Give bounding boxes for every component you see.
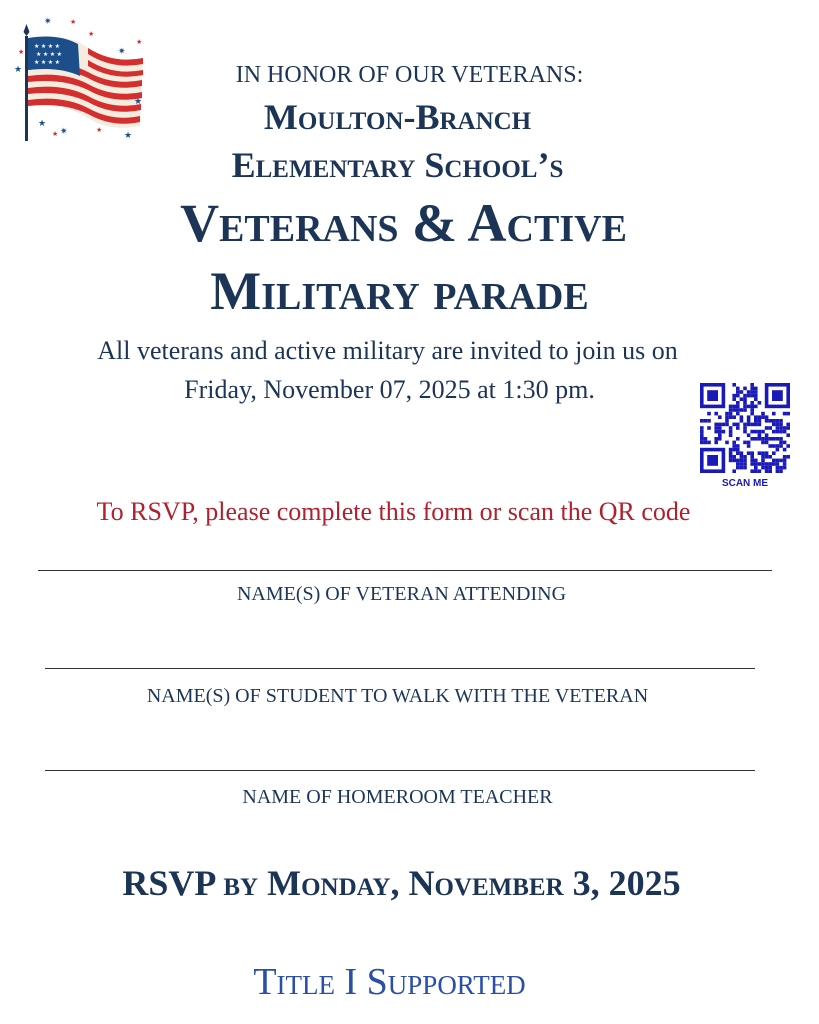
svg-text:★: ★	[136, 38, 143, 46]
qr-module	[732, 455, 736, 459]
qr-module	[736, 401, 740, 405]
qr-module	[729, 430, 733, 434]
svg-text:★: ★	[134, 96, 143, 106]
qr-module	[783, 459, 787, 463]
qr-module	[783, 426, 787, 430]
qr-module	[772, 451, 776, 455]
qr-module	[707, 426, 711, 430]
qr-module	[768, 437, 772, 441]
qr-module	[743, 397, 747, 401]
qr-module	[700, 430, 704, 434]
qr-module	[732, 408, 736, 412]
qr-module	[750, 459, 754, 463]
qr-module	[765, 415, 769, 419]
qr-module	[736, 459, 740, 463]
qr-module	[729, 451, 733, 455]
qr-module	[707, 441, 711, 445]
qr-module	[772, 412, 776, 416]
school-name-line2: Elementary School’s	[231, 145, 564, 185]
qr-module	[747, 451, 751, 455]
qr-module	[732, 405, 736, 409]
qr-module	[736, 423, 740, 427]
qr-module	[761, 455, 765, 459]
qr-module	[772, 423, 776, 427]
qr-module	[786, 426, 790, 430]
qr-module	[743, 423, 747, 427]
qr-module	[768, 469, 772, 473]
qr-module	[747, 433, 751, 437]
school-name-line1: Moulton-Branch	[263, 97, 532, 137]
qr-module	[786, 433, 790, 437]
qr-module	[761, 462, 765, 466]
qr-module	[754, 419, 758, 423]
qr-module	[740, 455, 744, 459]
qr-module	[725, 412, 729, 416]
qr-module	[772, 462, 776, 466]
qr-module	[779, 430, 783, 434]
qr-module	[754, 430, 758, 434]
qr-module	[758, 451, 762, 455]
qr-module	[736, 426, 740, 430]
qr-module	[718, 433, 722, 437]
qr-module	[765, 462, 769, 466]
qr-module	[704, 437, 708, 441]
qr-module	[743, 455, 747, 459]
qr-module	[761, 459, 765, 463]
qr-module	[740, 408, 744, 412]
qr-module	[740, 466, 744, 470]
qr-finder	[707, 455, 718, 466]
qr-module	[776, 419, 780, 423]
qr-module	[765, 426, 769, 430]
qr-module	[714, 441, 718, 445]
qr-caption: SCAN ME	[721, 478, 769, 489]
qr-module	[776, 462, 780, 466]
qr-module	[740, 459, 744, 463]
qr-module	[700, 426, 704, 430]
qr-module	[743, 394, 747, 398]
qr-module	[758, 462, 762, 466]
qr-finder	[707, 390, 718, 401]
qr-module	[758, 430, 762, 434]
qr-module	[700, 441, 704, 445]
teacher-name-line[interactable]	[45, 770, 755, 771]
qr-module	[768, 444, 772, 448]
qr-module	[743, 441, 747, 445]
qr-module	[729, 459, 733, 463]
qr-module	[750, 437, 754, 441]
qr-module	[750, 430, 754, 434]
qr-module	[732, 383, 736, 387]
qr-module	[743, 426, 747, 430]
qr-module	[732, 459, 736, 463]
qr-module	[783, 462, 787, 466]
qr-module	[729, 433, 733, 437]
invitation-date: Friday, November 07, 2025 at 1:30 pm.	[184, 375, 595, 404]
qr-module	[743, 408, 747, 412]
qr-module	[786, 423, 790, 427]
qr-module	[776, 444, 780, 448]
qr-module	[725, 419, 729, 423]
qr-module	[776, 448, 780, 452]
qr-module	[754, 387, 758, 391]
qr-module	[740, 462, 744, 466]
qr-module	[732, 423, 736, 427]
qr-module	[743, 401, 747, 405]
qr-module	[786, 412, 790, 416]
qr-module	[761, 415, 765, 419]
qr-module	[750, 383, 754, 387]
qr-module	[786, 444, 790, 448]
qr-module	[714, 430, 718, 434]
qr-module	[776, 459, 780, 463]
svg-text:✷: ✷	[60, 126, 68, 136]
qr-module	[750, 412, 754, 416]
qr-module	[736, 462, 740, 466]
qr-module	[761, 451, 765, 455]
qr-module	[779, 469, 783, 473]
qr-module	[736, 387, 740, 391]
qr-module	[754, 394, 758, 398]
qr-module	[729, 426, 733, 430]
qr-module	[700, 433, 704, 437]
qr-module	[725, 415, 729, 419]
qr-module	[732, 448, 736, 452]
qr-module	[754, 437, 758, 441]
qr-module	[750, 390, 754, 394]
qr-module	[736, 448, 740, 452]
qr-module	[747, 423, 751, 427]
qr-module	[718, 426, 722, 430]
event-title-line2: Military parade	[210, 261, 589, 321]
qr-module	[761, 466, 765, 470]
qr-module	[783, 412, 787, 416]
qr-module	[743, 430, 747, 434]
student-name-label: NAME(S) OF STUDENT TO WALK WITH THE VETERAN	[146, 685, 649, 707]
qr-module	[740, 397, 744, 401]
qr-module	[747, 444, 751, 448]
rsvp-deadline: RSVP by Monday, November 3, 2025	[122, 863, 681, 903]
qr-module	[786, 455, 790, 459]
qr-module	[750, 408, 754, 412]
qr-module	[729, 448, 733, 452]
qr-module	[779, 441, 783, 445]
qr-module	[750, 405, 754, 409]
qr-module	[743, 462, 747, 466]
qr-module	[768, 426, 772, 430]
qr-module	[776, 423, 780, 427]
qr-module	[765, 451, 769, 455]
qr-module	[729, 455, 733, 459]
qr-module	[743, 405, 747, 409]
qr-module	[736, 408, 740, 412]
svg-text:✷: ✷	[44, 16, 52, 26]
svg-text:✷: ✷	[118, 46, 126, 56]
qr-module	[768, 455, 772, 459]
qr-module	[761, 430, 765, 434]
svg-text:★: ★	[18, 48, 25, 56]
qr-module	[779, 466, 783, 470]
teacher-name-label: NAME OF HOMEROOM TEACHER	[242, 786, 553, 808]
qr-module	[704, 419, 708, 423]
qr-module	[754, 405, 758, 409]
qr-module	[779, 437, 783, 441]
qr-module	[750, 401, 754, 405]
qr-module	[732, 394, 736, 398]
qr-module	[747, 415, 751, 419]
svg-text:★: ★	[52, 130, 59, 138]
qr-module	[725, 441, 729, 445]
qr-module	[758, 415, 762, 419]
qr-module	[747, 441, 751, 445]
qr-module	[754, 469, 758, 473]
qr-module	[707, 419, 711, 423]
qr-module	[732, 444, 736, 448]
qr-module	[729, 412, 733, 416]
qr-module	[722, 423, 726, 427]
qr-module	[704, 441, 708, 445]
qr-module	[714, 423, 718, 427]
qr-code[interactable]	[700, 383, 790, 473]
qr-module	[754, 466, 758, 470]
qr-module	[750, 423, 754, 427]
qr-module	[736, 451, 740, 455]
event-title-line1: Veterans & Active	[180, 193, 627, 253]
qr-module	[750, 462, 754, 466]
qr-module	[768, 462, 772, 466]
qr-module	[729, 408, 733, 412]
qr-module	[729, 405, 733, 409]
qr-module	[761, 412, 765, 416]
qr-module	[736, 412, 740, 416]
svg-text:★: ★	[96, 126, 103, 134]
qr-module	[732, 469, 736, 473]
qr-module	[765, 469, 769, 473]
qr-module	[783, 466, 787, 470]
qr-module	[750, 451, 754, 455]
qr-module	[729, 415, 733, 419]
qr-module	[732, 397, 736, 401]
qr-module	[718, 437, 722, 441]
veteran-name-line[interactable]	[38, 570, 772, 571]
qr-module	[761, 437, 765, 441]
qr-module	[754, 462, 758, 466]
qr-module	[758, 419, 762, 423]
qr-module	[750, 394, 754, 398]
qr-module	[740, 415, 744, 419]
qr-module	[700, 419, 704, 423]
qr-module	[718, 430, 722, 434]
qr-module	[700, 437, 704, 441]
qr-module	[768, 466, 772, 470]
qr-module	[750, 387, 754, 391]
qr-module	[772, 444, 776, 448]
qr-module	[714, 412, 718, 416]
qr-module	[743, 387, 747, 391]
qr-module	[758, 437, 762, 441]
qr-module	[765, 455, 769, 459]
qr-module	[736, 466, 740, 470]
qr-module	[740, 419, 744, 423]
qr-module	[776, 430, 780, 434]
qr-module	[747, 394, 751, 398]
qr-module	[740, 390, 744, 394]
qr-module	[714, 437, 718, 441]
qr-module	[754, 390, 758, 394]
title-i-footer: Title I Supported	[253, 961, 526, 1003]
qr-module	[718, 415, 722, 419]
qr-module	[761, 441, 765, 445]
qr-module	[707, 412, 711, 416]
qr-module	[718, 423, 722, 427]
qr-finder	[772, 390, 783, 401]
svg-text:★: ★	[124, 130, 133, 140]
qr-module	[772, 419, 776, 423]
qr-module	[736, 390, 740, 394]
qr-module	[783, 430, 787, 434]
svg-text:★ ★ ★ ★: ★ ★ ★ ★	[34, 60, 61, 66]
svg-text:★: ★	[88, 30, 95, 38]
qr-module	[740, 451, 744, 455]
qr-module	[736, 405, 740, 409]
qr-module	[758, 401, 762, 405]
qr-module	[750, 469, 754, 473]
qr-module	[722, 430, 726, 434]
qr-module	[765, 437, 769, 441]
qr-module	[783, 455, 787, 459]
qr-module	[732, 415, 736, 419]
qr-module	[768, 419, 772, 423]
rsvp-instruction: To RSVP, please complete this form or scan the QR code	[96, 497, 691, 526]
qr-module	[765, 441, 769, 445]
qr-module	[772, 437, 776, 441]
qr-module	[765, 419, 769, 423]
qr-module	[754, 423, 758, 427]
svg-text:★ ★ ★ ★: ★ ★ ★ ★	[36, 52, 63, 58]
student-name-line[interactable]	[45, 668, 755, 669]
qr-module	[779, 444, 783, 448]
qr-module	[776, 426, 780, 430]
invitation-line1: All veterans and active military are invited to join us on	[97, 336, 678, 365]
qr-module	[779, 419, 783, 423]
qr-module	[725, 423, 729, 427]
qr-module	[765, 466, 769, 470]
qr-module	[736, 444, 740, 448]
qr-module	[783, 448, 787, 452]
intro-heading: IN HONOR OF OUR VETERANS:	[235, 62, 584, 88]
qr-module	[772, 430, 776, 434]
qr-module	[743, 459, 747, 463]
veteran-name-label: NAME(S) OF VETERAN ATTENDING	[236, 583, 567, 605]
qr-module	[714, 426, 718, 430]
qr-module	[779, 426, 783, 430]
svg-text:★: ★	[14, 64, 23, 74]
qr-module	[747, 390, 751, 394]
qr-module	[754, 459, 758, 463]
qr-module	[732, 441, 736, 445]
qr-module	[758, 433, 762, 437]
svg-text:★: ★	[38, 118, 47, 128]
qr-module	[765, 433, 769, 437]
qr-module	[747, 419, 751, 423]
qr-module	[736, 394, 740, 398]
qr-module	[754, 415, 758, 419]
qr-module	[783, 441, 787, 445]
qr-module	[758, 469, 762, 473]
qr-module	[776, 466, 780, 470]
qr-module	[776, 437, 780, 441]
qr-module	[758, 423, 762, 427]
qr-module	[779, 459, 783, 463]
qr-module	[750, 455, 754, 459]
qr-module	[776, 469, 780, 473]
qr-module	[736, 437, 740, 441]
qr-module	[743, 466, 747, 470]
qr-module	[772, 459, 776, 463]
svg-text:★ ★ ★ ★: ★ ★ ★ ★	[34, 44, 61, 50]
qr-module	[747, 405, 751, 409]
svg-text:★: ★	[70, 18, 77, 26]
qr-module	[779, 423, 783, 427]
qr-module	[754, 397, 758, 401]
